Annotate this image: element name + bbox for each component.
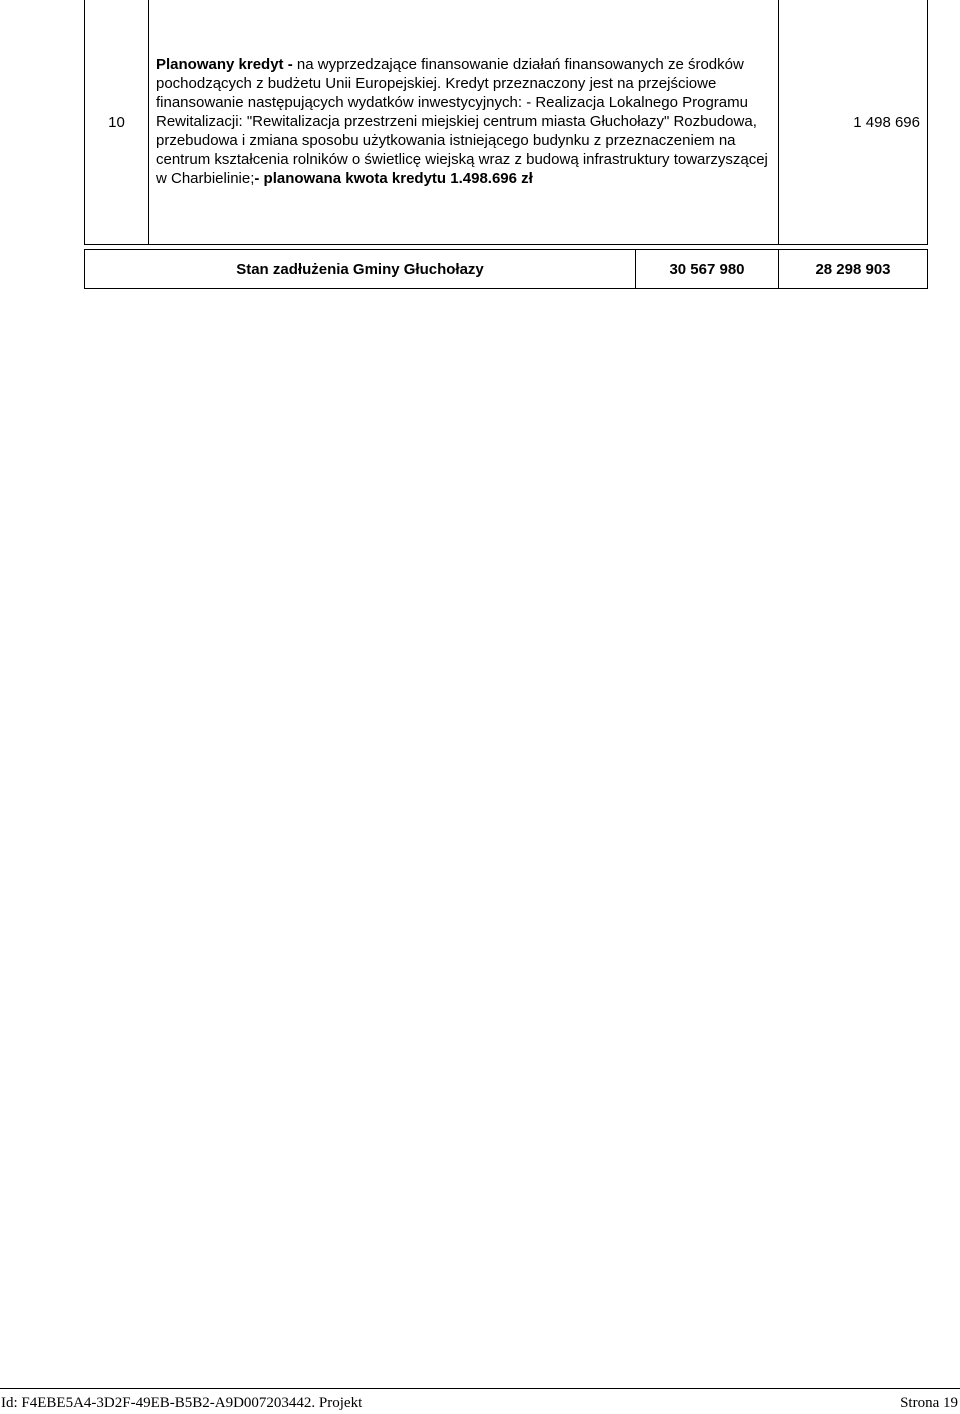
total-value-1: 30 567 980 [636,250,779,289]
row-amount: 1 498 696 [779,0,928,245]
document-id: Id: F4EBE5A4-3D2F-49EB-B5B2-A9D007203442. Projekt [1,1395,363,1411]
page-number: Strona 19 [900,1395,958,1411]
description-lead: Planowany kredyt - [156,56,293,73]
table-row [85,0,928,245]
table-total-row [85,250,928,289]
row-description [149,0,779,245]
description-tail: - planowana kwota kredytu 1.498.696 zł [254,170,533,187]
description-body: na wyprzedzające finansowanie działań finansowanych ze środków pochodzących z budżetu Unii Europejskiej. Kredyt przeznaczony jest na przejściowe finansowanie następujących wydatków inwestycyjnych: - Realizacja Lokalnego Programu Rewitalizacji: "Rewitalizacja przestrzeni miejskiej centrum miasta Głuchołazy" Rozbudowa, przebudowa i zmiana sposobu użytkowania istniejącego budynku z przeznaczeniem na centrum kształcenia rolników o świetlicę wiejską wraz z budową infrastruktury towarzyszącej w Charbielinie; [156,56,768,187]
total-value-2: 28 298 903 [779,250,928,289]
page-footer [0,1388,960,1414]
row-number: 10 [85,0,149,245]
total-label: Stan zadłużenia Gminy Głuchołazy [85,250,636,289]
debt-table [84,0,928,289]
